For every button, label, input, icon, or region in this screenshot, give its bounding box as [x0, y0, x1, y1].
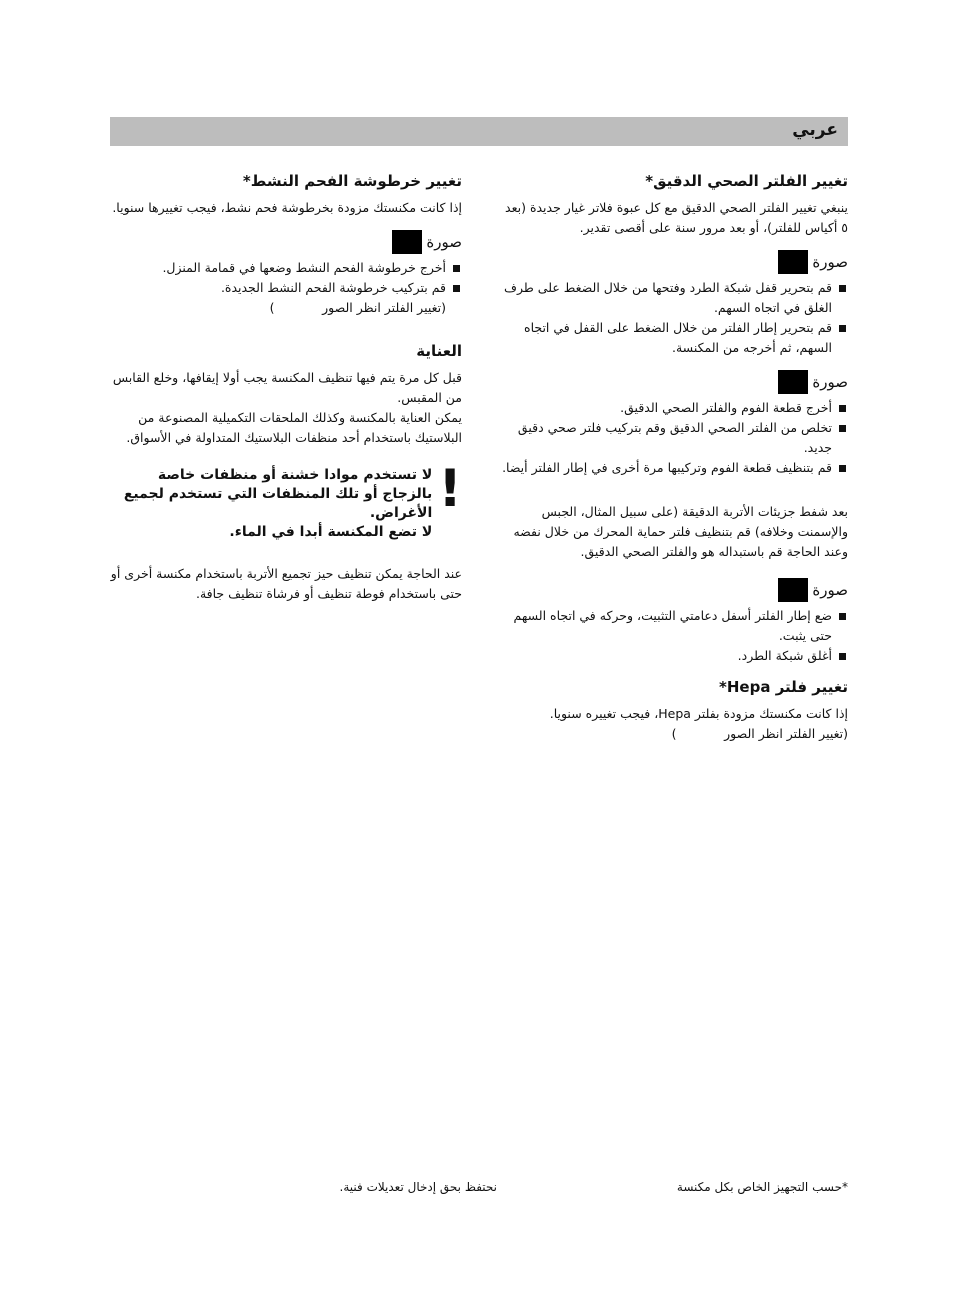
language-label: عربي — [792, 120, 838, 140]
picture-label: صورة — [426, 233, 462, 251]
picture-number-box — [778, 578, 808, 602]
warning-icon: ! — [438, 459, 462, 519]
care-text-2: يمكن العناية بالمكنسة وكذلك الملحقات التكميلية المصنوعة من البلاستيك باستخدام أحد منظفات البلاستيك المتداولة في الأسواق. — [126, 410, 462, 445]
list-item: أخرج قطعة الفوم والفلتر الصحي الدقيق. — [496, 398, 848, 418]
section-header-bar — [110, 117, 848, 146]
list-item: قم بتنظيف قطعة الفوم وتركيبها مرة أخرى في إطار الفلتر أيضا. — [496, 458, 848, 478]
care-text-3: عند الحاجة يمكن تنظيف حيز تجميع الأتربة باستخدام مكنسة أخرى أو حتى باستخدام فوطة تنظيف أو فرشاة تنظيف جافة. — [110, 566, 462, 601]
list-item: قم بتحرير إطار الفلتر من خلال الضغط على القفل في اتجاه السهم، ثم أخرجه من المكنسة. — [496, 318, 848, 358]
carbon-text: إذا كانت مكنستك مزودة بخرطوشة فحم نشط، فيجب تغييرها سنويا. — [112, 200, 462, 215]
carbon-ref: (تغيير الفلتر انظر الصور ) — [269, 300, 446, 315]
list-item: ضع إطار الفلتر أسفل دعامتي التثبيت، وحركه في اتجاه السهم حتى يثبت. — [496, 606, 848, 646]
steps-list-1 — [496, 278, 848, 358]
hepa-title: تغيير فلتر Hepa* — [719, 678, 848, 696]
picture-ref-carbon — [110, 230, 462, 254]
footer-technical-text: نحتفظ بحق إدخال تعديلات فنية. — [339, 1180, 497, 1194]
picture-number-box — [778, 250, 808, 274]
list-item: قم بتحرير قفل شبكة الطرد وفتحها من خلال الضغط على طرف الغلق في اتجاه السهم. — [496, 278, 848, 318]
warning-block — [110, 459, 462, 542]
list-item: قم بتركيب خرطوشة الفحم النشط الجديدة. — [110, 278, 462, 298]
fine-filter-title: تغيير الفلتر الصحي الدقيق* — [645, 172, 848, 190]
picture-label: صورة — [812, 581, 848, 599]
left-column — [110, 170, 462, 604]
picture-number-box — [778, 370, 808, 394]
picture-ref-3 — [496, 578, 848, 602]
care-text-1: قبل كل مرة يتم فيها تنظيف المكنسة يجب أولا إيقافها، وخلع القابس من المقبس. — [112, 370, 462, 405]
list-item: تخلص من الفلتر الصحي الدقيق وقم بتركيب فلتر صحي دقيق جديد. — [496, 418, 848, 458]
warning-text-1: لا تستخدم موادا خشنة أو منظفات خاصة بالزجاج أو تلك المنظفات التي تستخدم لجميع الأغراض. — [123, 467, 433, 521]
picture-number-box — [392, 230, 422, 254]
picture-ref-1 — [496, 250, 848, 274]
list-item: أخرج خرطوشة الفحم النشط وضعها في قمامة المنزل. — [110, 258, 462, 278]
picture-label: صورة — [812, 253, 848, 271]
warning-text-2: لا تضع المكنسة أبدا في الماء. — [229, 524, 433, 540]
picture-ref-2 — [496, 370, 848, 394]
fine-filter-intro: ينبغي تغيير الفلتر الصحي الدقيق مع كل عبوة فلاتر غيار جديدة (بعد ٥ أكياس للفلتر)، أو بعد مرور سنة على أقصى تقدير. — [505, 200, 848, 235]
list-item: أغلق شبكة الطرد. — [496, 646, 848, 666]
steps-list-3 — [496, 606, 848, 666]
hepa-ref: (تغيير الفلتر انظر الصور ) — [671, 726, 848, 741]
steps-list-2 — [496, 398, 848, 478]
carbon-title: تغيير خرطوشة الفحم النشط* — [242, 172, 462, 190]
carbon-steps-list — [110, 258, 462, 298]
hepa-text: إذا كانت مكنستك مزودة بفلتر Hepa، فيجب تغييره سنويا. — [549, 706, 848, 721]
footer-note-equipment: *حسب التجهيز الخاص بكل مكنسة — [676, 1180, 848, 1194]
picture-label: صورة — [812, 373, 848, 391]
motor-filter-note: بعد شفط جزيئات الأتربة الدقيقة (على سبيل المثال، الجبس والإسمنت وخلافه) قم بتنظيف فلتر حماية المحرك من خلال نفضه وعند الحاجة قم باستبداله هو والفلتر الصحي الدقيق. — [513, 504, 848, 559]
right-column — [496, 170, 848, 744]
care-title: العناية — [416, 342, 462, 360]
